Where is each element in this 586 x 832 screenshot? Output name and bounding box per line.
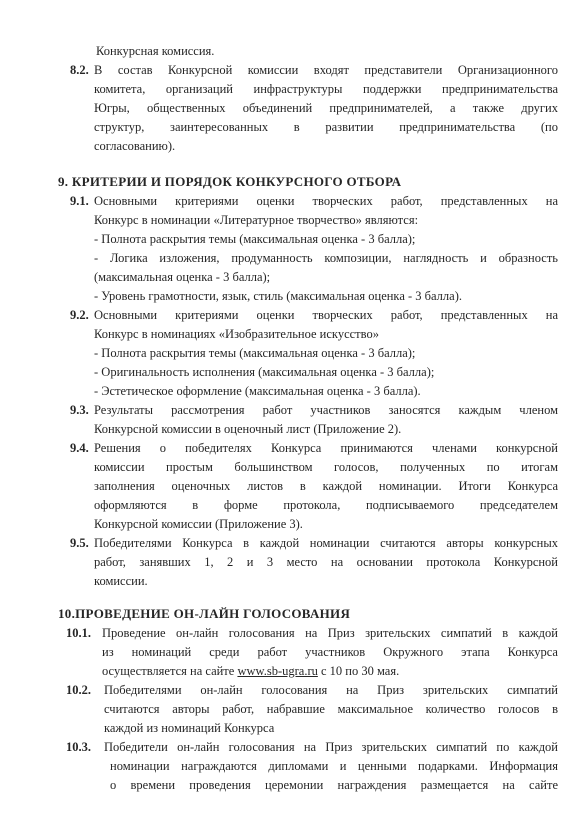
- text-line: Победителями он-лайн голосования на Приз зрительских симпатий: [104, 683, 558, 697]
- text-line: заполнения оценочных листов в каждой номинации. Итоги Конкурса: [94, 479, 558, 493]
- text-fragment: с 10 по 30 мая.: [317, 664, 400, 678]
- clause-number-9-1: 9.1.: [70, 194, 89, 208]
- list-item: - Полнота раскрытия темы (максимальная оценка - 3 балла);: [94, 346, 416, 360]
- text-line: Результаты рассмотрения работ участников заносятся каждым членом: [94, 403, 558, 417]
- text-line: Решения о победителях Конкурса принимаются членами конкурсной: [94, 441, 558, 455]
- text-line: из номинаций среди работ участников Окружного этапа Конкурса: [102, 645, 558, 659]
- clause-number-9-2: 9.2.: [70, 308, 89, 322]
- text-line: комитета, организаций инфраструктуры поддержки предпринимательства: [94, 82, 558, 96]
- text-line: Основными критериями оценки творческих работ, представленных на: [94, 308, 558, 322]
- text-line: В состав Конкурсной комиссии входят представители Организационного: [94, 63, 558, 77]
- text-line: Конкурсная комиссия.: [96, 44, 215, 58]
- text-line: Конкурсной комиссии в оценочный лист (Приложение 2).: [94, 422, 402, 436]
- text-line: структур, заинтересованных в развитии предпринимательства (по: [94, 120, 558, 134]
- clause-number-9-4: 9.4.: [70, 441, 89, 455]
- section-heading-9: 9. КРИТЕРИИ И ПОРЯДОК КОНКУРСНОГО ОТБОРА: [58, 174, 402, 189]
- clause-number-9-3: 9.3.: [70, 403, 89, 417]
- text-line: Конкурсной комиссии (Приложение 3).: [94, 517, 303, 531]
- text-line: номинации награждаются дипломами и ценными подарками. Информация: [110, 759, 558, 773]
- text-line: комиссии.: [94, 574, 148, 588]
- text-line: комиссии простым большинством голосов, полученных по итогам: [94, 460, 558, 474]
- clause-number-10-3: 10.3.: [66, 740, 91, 754]
- list-item: - Оригинальность исполнения (максимальная оценка - 3 балла);: [94, 365, 435, 379]
- text-fragment: осуществляется на сайте: [102, 664, 238, 678]
- clause-number-10-1: 10.1.: [66, 626, 91, 640]
- clause-number-9-5: 9.5.: [70, 536, 89, 550]
- text-line: считаются авторы работ, набравшие максимальное количество голосов в: [104, 702, 558, 716]
- text-line: о времени проведения церемонии награждения размещается на сайте: [110, 778, 558, 792]
- list-item: - Эстетическое оформление (максимальная оценка - 3 балла).: [94, 384, 421, 398]
- text-line: Югры, общественных объединений предпринимателей, а также других: [94, 101, 558, 115]
- website-link[interactable]: www.sb-ugra.ru: [237, 664, 318, 678]
- list-item: - Полнота раскрытия темы (максимальная оценка - 3 балла);: [94, 232, 416, 246]
- text-line: (максимальная оценка - 3 балла);: [94, 270, 271, 284]
- clause-number-8-2: 8.2.: [70, 63, 89, 77]
- text-line: Победителями Конкурса в каждой номинации считаются авторы конкурсных: [94, 536, 558, 550]
- list-item: - Уровень грамотности, язык, стиль (максимальная оценка - 3 балла).: [94, 289, 462, 303]
- text-line: оформляются в форме протокола, подписываемого председателем: [94, 498, 558, 512]
- text-line: Победители он-лайн голосования на Приз зрительских симпатий по каждой: [104, 740, 558, 754]
- text-line: согласованию).: [94, 139, 176, 153]
- text-line: каждой из номинаций Конкурса: [104, 721, 275, 735]
- text-line: [102, 664, 399, 678]
- text-line: Конкурс в номинациях «Изобразительное искусство»: [94, 327, 379, 341]
- text-line: Проведение он-лайн голосования на Приз зрительских симпатий в каждой: [102, 626, 558, 640]
- text-line: Конкурс в номинации «Литературное творчество» являются:: [94, 213, 419, 227]
- text-line: работ, занявших 1, 2 и 3 место на основании протокола Конкурсной: [94, 555, 558, 569]
- section-heading-10: 10.ПРОВЕДЕНИЕ ОН-ЛАЙН ГОЛОСОВАНИЯ: [58, 606, 351, 621]
- text-line: Основными критериями оценки творческих работ, представленных на: [94, 194, 558, 208]
- list-item: - Логика изложения, продуманность композиции, наглядность и образность: [94, 251, 558, 265]
- clause-number-10-2: 10.2.: [66, 683, 91, 697]
